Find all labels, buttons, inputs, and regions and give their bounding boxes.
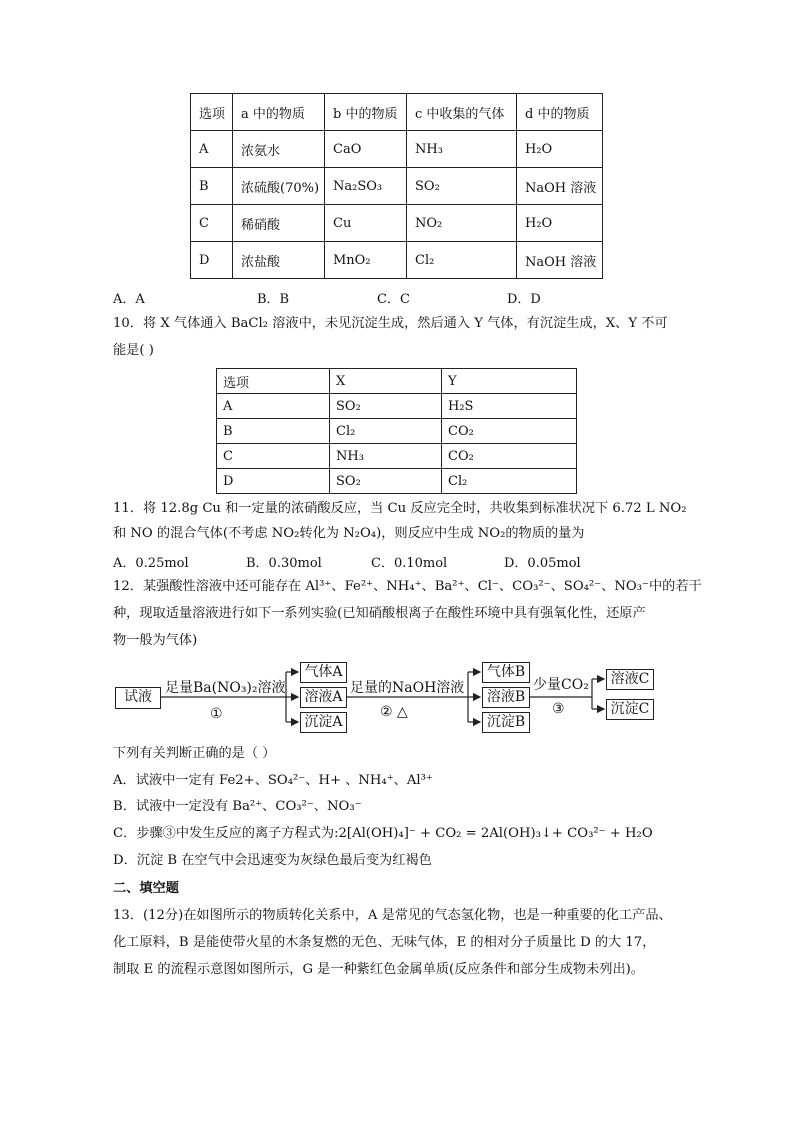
table-cell: Na₂SO₃ bbox=[325, 168, 407, 205]
table-cell: NO₂ bbox=[407, 205, 517, 242]
flow-step1-reagent: 足量Ba(NO₃)₂溶液 bbox=[165, 680, 286, 696]
table-header-cell: b 中的物质 bbox=[325, 94, 407, 131]
q12-text-line2: 种，现取适量溶液进行如下一系列实验(已知硝酸根离子在酸性环境中具有强氧化性，还原产 bbox=[113, 606, 646, 621]
option-b[interactable]: B．试液中一定没有 Ba²⁺、CO₃²⁻、NO₃⁻ bbox=[113, 799, 362, 814]
table-cell: SO₂ bbox=[407, 168, 517, 205]
table-cell: H₂S bbox=[442, 394, 577, 419]
table-row bbox=[191, 205, 603, 242]
table-cell: 浓盐酸 bbox=[233, 242, 325, 279]
option-a[interactable]: A．试液中一定有 Fe2+、SO₄²⁻、H+ 、NH₄⁺、Al³⁺ bbox=[113, 773, 433, 788]
table-row bbox=[217, 444, 577, 469]
table-cell: SO₂ bbox=[330, 394, 442, 419]
q10-text-line1: 10．将 X 气体通入 BaCl₂ 溶液中，未见沉淀生成，然后通入 Y 气体，有沉淀生成，X、Y 不可 bbox=[113, 316, 668, 331]
flow-step2-reagent: 足量的NaOH溶液 bbox=[350, 680, 465, 696]
table-cell: D bbox=[217, 469, 330, 494]
table-cell: H₂O bbox=[517, 131, 603, 168]
flow-gas-a: 气体A bbox=[300, 662, 347, 683]
table-cell: NaOH 溶液 bbox=[517, 242, 603, 279]
table-cell: 浓氨水 bbox=[233, 131, 325, 168]
flow-step3-number: ③ bbox=[552, 701, 565, 717]
table-header-cell: c 中收集的气体 bbox=[407, 94, 517, 131]
option-d[interactable]: D．沉淀 B 在空气中会迅速变为灰绿色最后变为红褐色 bbox=[113, 853, 432, 868]
option-b[interactable]: B．B bbox=[257, 292, 290, 307]
section-heading: 二、填空题 bbox=[113, 881, 179, 896]
table-header-cell: Y bbox=[442, 369, 577, 394]
q11-text-line1: 11．将 12.8g Cu 和一定量的浓硝酸反应，当 Cu 反应完全时，共收集到标准状况下 6.72 L NO₂ bbox=[113, 501, 687, 516]
table-header-row bbox=[191, 94, 603, 131]
flow-precipitate-c: 沉淀C bbox=[606, 699, 654, 720]
table-cell: Cl₂ bbox=[330, 419, 442, 444]
flow-step1-number: ① bbox=[210, 706, 223, 722]
table-cell: C bbox=[217, 444, 330, 469]
table-cell: H₂O bbox=[517, 205, 603, 242]
q12-question: 下列有关判断正确的是（ ） bbox=[113, 746, 276, 761]
q10-table bbox=[216, 368, 577, 494]
table-cell: CaO bbox=[325, 131, 407, 168]
q9-options bbox=[113, 288, 541, 307]
table-header-cell: 选项 bbox=[191, 94, 233, 131]
option-c[interactable]: C．C bbox=[377, 292, 410, 307]
flow-precipitate-a: 沉淀A bbox=[300, 712, 347, 733]
option-b[interactable]: B．0.30mol bbox=[246, 556, 322, 571]
table-cell: NaOH 溶液 bbox=[517, 168, 603, 205]
table-cell: B bbox=[191, 168, 233, 205]
flow-solution-a: 溶液A bbox=[300, 687, 347, 708]
table-cell: SO₂ bbox=[330, 469, 442, 494]
table-header-row bbox=[217, 369, 577, 394]
option-a[interactable]: A．0.25mol bbox=[113, 556, 189, 571]
table-cell: C bbox=[191, 205, 233, 242]
flow-start-box: 试液 bbox=[115, 687, 161, 709]
q13-text-line1: 13．(12分)在如图所示的物质转化关系中，A 是常见的气态氢化物，也是一种重要的化工产品、 bbox=[113, 908, 672, 923]
table-cell: MnO₂ bbox=[325, 242, 407, 279]
flow-gas-b: 气体B bbox=[482, 662, 530, 683]
table-cell: A bbox=[217, 394, 330, 419]
flow-solution-b: 溶液B bbox=[482, 687, 530, 708]
table-row bbox=[217, 469, 577, 494]
q12-text-line3: 物一般为气体) bbox=[113, 633, 198, 648]
flow-step2-number: ② △ bbox=[380, 704, 408, 720]
table-cell: 稀硝酸 bbox=[233, 205, 325, 242]
flow-solution-c: 溶液C bbox=[606, 669, 654, 690]
q13-text-line2: 化工原料，B 是能使带火星的木条复燃的无色、无味气体，E 的相对分子质量比 D 的大 17， bbox=[113, 935, 656, 950]
table-row bbox=[191, 242, 603, 279]
table-row bbox=[191, 168, 603, 205]
table-cell: CO₂ bbox=[442, 444, 577, 469]
table-header-cell: d 中的物质 bbox=[517, 94, 603, 131]
table-cell: NH₃ bbox=[407, 131, 517, 168]
table-row bbox=[217, 394, 577, 419]
table-header-cell: a 中的物质 bbox=[233, 94, 325, 131]
table-header-cell: X bbox=[330, 369, 442, 394]
table-cell: NH₃ bbox=[330, 444, 442, 469]
table-cell: B bbox=[217, 419, 330, 444]
flow-step3-reagent: 少量CO₂ bbox=[533, 677, 589, 693]
option-c[interactable]: C．0.10mol bbox=[371, 556, 448, 571]
table-cell: A bbox=[191, 131, 233, 168]
table-cell: Cl₂ bbox=[407, 242, 517, 279]
q9-table bbox=[190, 93, 603, 279]
table-header-cell: 选项 bbox=[217, 369, 330, 394]
table-cell: 浓硫酸(70%) bbox=[233, 168, 325, 205]
q11-options bbox=[113, 552, 581, 571]
table-row bbox=[217, 419, 577, 444]
q12-text-line1: 12．某强酸性溶液中还可能存在 Al³⁺、Fe²⁺、NH₄⁺、Ba²⁺、Cl⁻、CO₃²⁻、SO₄²⁻、NO₃⁻中的若干 bbox=[113, 579, 702, 594]
q13-text-line3: 制取 E 的流程示意图如图所示，G 是一种紫红色金属单质(反应条件和部分生成物未列出)。 bbox=[113, 962, 644, 977]
option-d[interactable]: D．D bbox=[507, 292, 541, 307]
option-d[interactable]: D．0.05mol bbox=[504, 556, 581, 571]
table-cell: CO₂ bbox=[442, 419, 577, 444]
option-a[interactable]: A．A bbox=[113, 292, 145, 307]
table-cell: D bbox=[191, 242, 233, 279]
table-cell: Cu bbox=[325, 205, 407, 242]
q11-text-line2: 和 NO 的混合气体(不考虑 NO₂转化为 N₂O₄)，则反应中生成 NO₂的物质的量为 bbox=[113, 526, 585, 541]
table-row bbox=[191, 131, 603, 168]
option-c[interactable]: C．步骤③中发生反应的离子方程式为:2[Al(OH)₄]⁻ + CO₂ = 2Al(OH)₃↓+ CO₃²⁻ + H₂O bbox=[113, 826, 653, 841]
flow-precipitate-b: 沉淀B bbox=[482, 712, 530, 733]
q10-text-line2: 能是( ) bbox=[113, 343, 154, 358]
table-cell: Cl₂ bbox=[442, 469, 577, 494]
